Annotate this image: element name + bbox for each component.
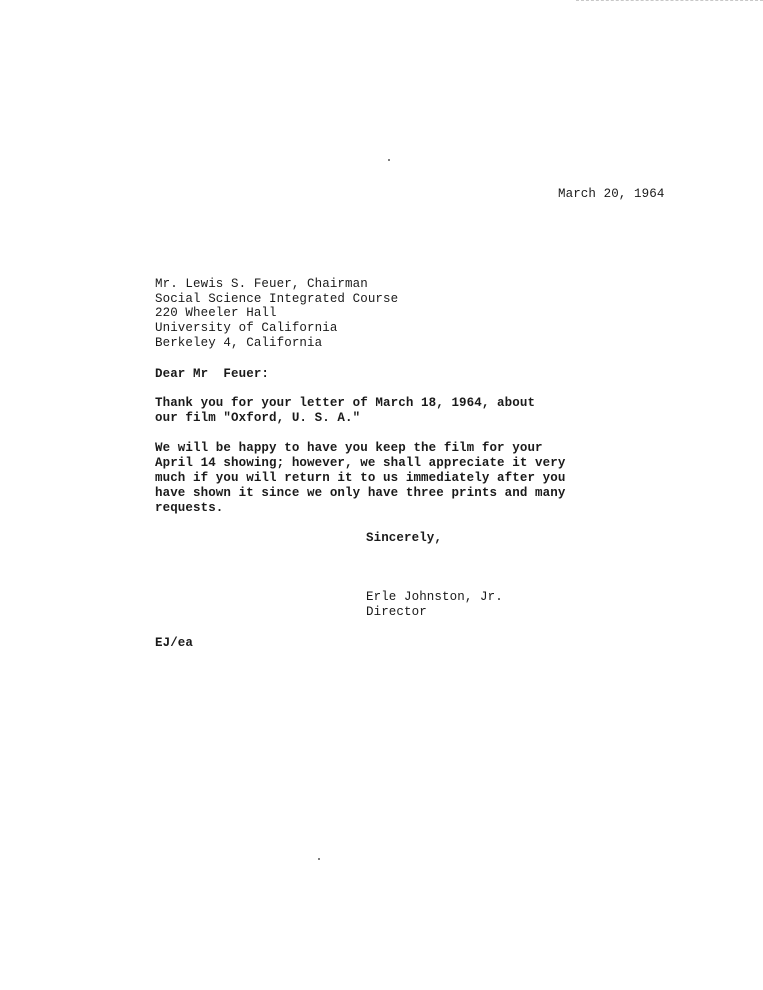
page-edge-dashes — [576, 0, 763, 1]
salutation: Dear Mr Feuer: — [155, 367, 270, 381]
paragraph-line: We will be happy to have you keep the film for your — [155, 441, 543, 455]
scan-speck — [388, 159, 390, 161]
recipient-line: Mr. Lewis S. Feuer, Chairman — [155, 277, 368, 291]
paragraph-line: Thank you for your letter of March 18, 1964, about — [155, 396, 536, 410]
paragraph-line: requests. — [155, 501, 224, 515]
recipient-line: Berkeley 4, California — [155, 336, 323, 350]
signer-name: Erle Johnston, Jr. — [366, 590, 503, 604]
paragraph-line: much if you will return it to us immediately after you — [155, 471, 566, 485]
paragraph-line: have shown it since we only have three prints and many — [155, 486, 566, 500]
complimentary-close: Sincerely, — [366, 531, 443, 545]
recipient-line: University of California — [155, 321, 338, 335]
recipient-line: Social Science Integrated Course — [155, 292, 399, 306]
signer-title: Director — [366, 605, 427, 619]
scan-speck — [318, 858, 320, 860]
letter-date: March 20, 1964 — [558, 187, 665, 201]
paragraph-line: April 14 showing; however, we shall appreciate it very — [155, 456, 566, 470]
recipient-line: 220 Wheeler Hall — [155, 306, 277, 320]
paragraph-line: our film "Oxford, U. S. A." — [155, 411, 361, 425]
reference-initials: EJ/ea — [155, 636, 194, 650]
